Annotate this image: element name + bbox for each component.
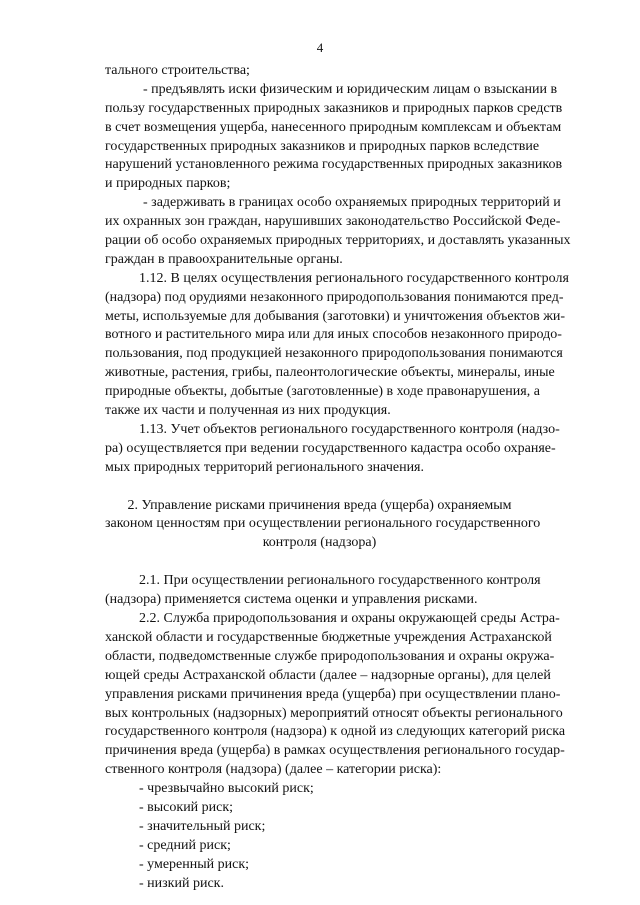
text-line: государственного контроля (надзора) к одной из следующих категорий риска bbox=[105, 724, 566, 740]
text-line: ра) осуществляется при ведении государственного кадастра особо охраняе- bbox=[105, 440, 556, 456]
spacer bbox=[105, 553, 534, 572]
text-line: меты, используемые для добывания (заготовки) и уничтожения объектов жи- bbox=[105, 308, 566, 324]
section-heading bbox=[105, 497, 541, 554]
text-line: пользу государственных природных заказников и природных парков средств bbox=[105, 100, 563, 116]
paragraph-block-2 bbox=[105, 572, 566, 780]
text-line: также их части и полученная из них продукция. bbox=[105, 403, 391, 419]
document-body bbox=[105, 62, 571, 893]
paragraph-block-1 bbox=[105, 62, 571, 478]
text-line: (надзора) применяется система оценки и управления рисками. bbox=[105, 592, 478, 608]
text-line: пользования, под продукцией незаконного природопользования понимаются bbox=[105, 346, 563, 362]
list-item: - чрезвычайно высокий риск; bbox=[139, 781, 314, 797]
text-line: государственных природных заказников и природных парков вследствие bbox=[105, 138, 540, 154]
text-line: природные объекты, добытые (заготовленные) в ходе правонарушения, а bbox=[105, 384, 540, 400]
text-line: ханской области и государственные бюджетные учреждения Астраханской bbox=[105, 629, 552, 645]
list-item: - высокий риск; bbox=[139, 799, 234, 815]
text-line: 1.13. Учет объектов регионального государственного контроля (надзо- bbox=[139, 421, 560, 437]
text-line: ственного контроля (надзора) (далее – категории риска): bbox=[105, 762, 442, 778]
text-line: рации об особо охраняемых природных территориях, и доставлять указанных bbox=[105, 233, 571, 249]
text-line: управления рисками причинения вреда (ущерба) при осуществлении плано- bbox=[105, 686, 561, 702]
list-item: - средний риск; bbox=[139, 837, 231, 853]
text-line: животные, растения, грибы, палеонтологические объекты, минералы, иные bbox=[105, 365, 555, 381]
text-line: нарушений установленного режима государственных природных заказников bbox=[105, 157, 563, 173]
list-item: - низкий риск. bbox=[139, 875, 224, 891]
text-line: (надзора) под орудиями незаконного природопользования понимаются пред- bbox=[105, 289, 564, 305]
text-line: и природных парков; bbox=[105, 176, 231, 192]
text-line: их охранных зон граждан, нарушивших законодательство Российской Феде- bbox=[105, 214, 561, 230]
text-line: - задерживать в границах особо охраняемых природных территорий и bbox=[143, 195, 561, 211]
list-item: - значительный риск; bbox=[139, 818, 266, 834]
text-line: - предъявлять иски физическим и юридическим лицам о взыскании в bbox=[143, 81, 558, 97]
text-line: 2.2. Служба природопользования и охраны окружающей среды Астра- bbox=[139, 611, 560, 627]
text-line: причинения вреда (ущерба) в рамках осуществления регионального государ- bbox=[105, 743, 565, 759]
text-line: 1.12. В целях осуществления регионального государственного контроля bbox=[139, 270, 569, 286]
list-item: - умеренный риск; bbox=[139, 856, 250, 872]
heading-line: законом ценностям при осуществлении регионального государственного bbox=[105, 516, 541, 532]
text-line: мых природных территорий регионального значения. bbox=[105, 459, 424, 475]
spacer bbox=[105, 478, 534, 497]
text-line: граждан в правоохранительные органы. bbox=[105, 251, 343, 267]
text-line: 2.1. При осуществлении регионального государственного контроля bbox=[139, 573, 541, 589]
heading-line: контроля (надзора) bbox=[262, 535, 377, 551]
page-number: 4 bbox=[316, 40, 324, 55]
text-line: области, подведомственные службе природопользования и охраны окружа- bbox=[105, 648, 555, 664]
text-line: тального строительства; bbox=[105, 63, 250, 78]
text-line: в счет возмещения ущерба, нанесенного природным комплексам и объектам bbox=[105, 119, 562, 135]
text-line: вых контрольных (надзорных) мероприятий относят объекты регионального bbox=[105, 705, 563, 721]
text-line: вотного и растительного мира или для иных способов незаконного природо- bbox=[105, 327, 562, 343]
heading-line: 2. Управление рисками причинения вреда (ущерба) охраняемым bbox=[127, 497, 512, 513]
text-line: ющей среды Астраханской области (далее – надзорные органы), для целей bbox=[105, 667, 551, 683]
risk-category-list bbox=[105, 780, 534, 893]
